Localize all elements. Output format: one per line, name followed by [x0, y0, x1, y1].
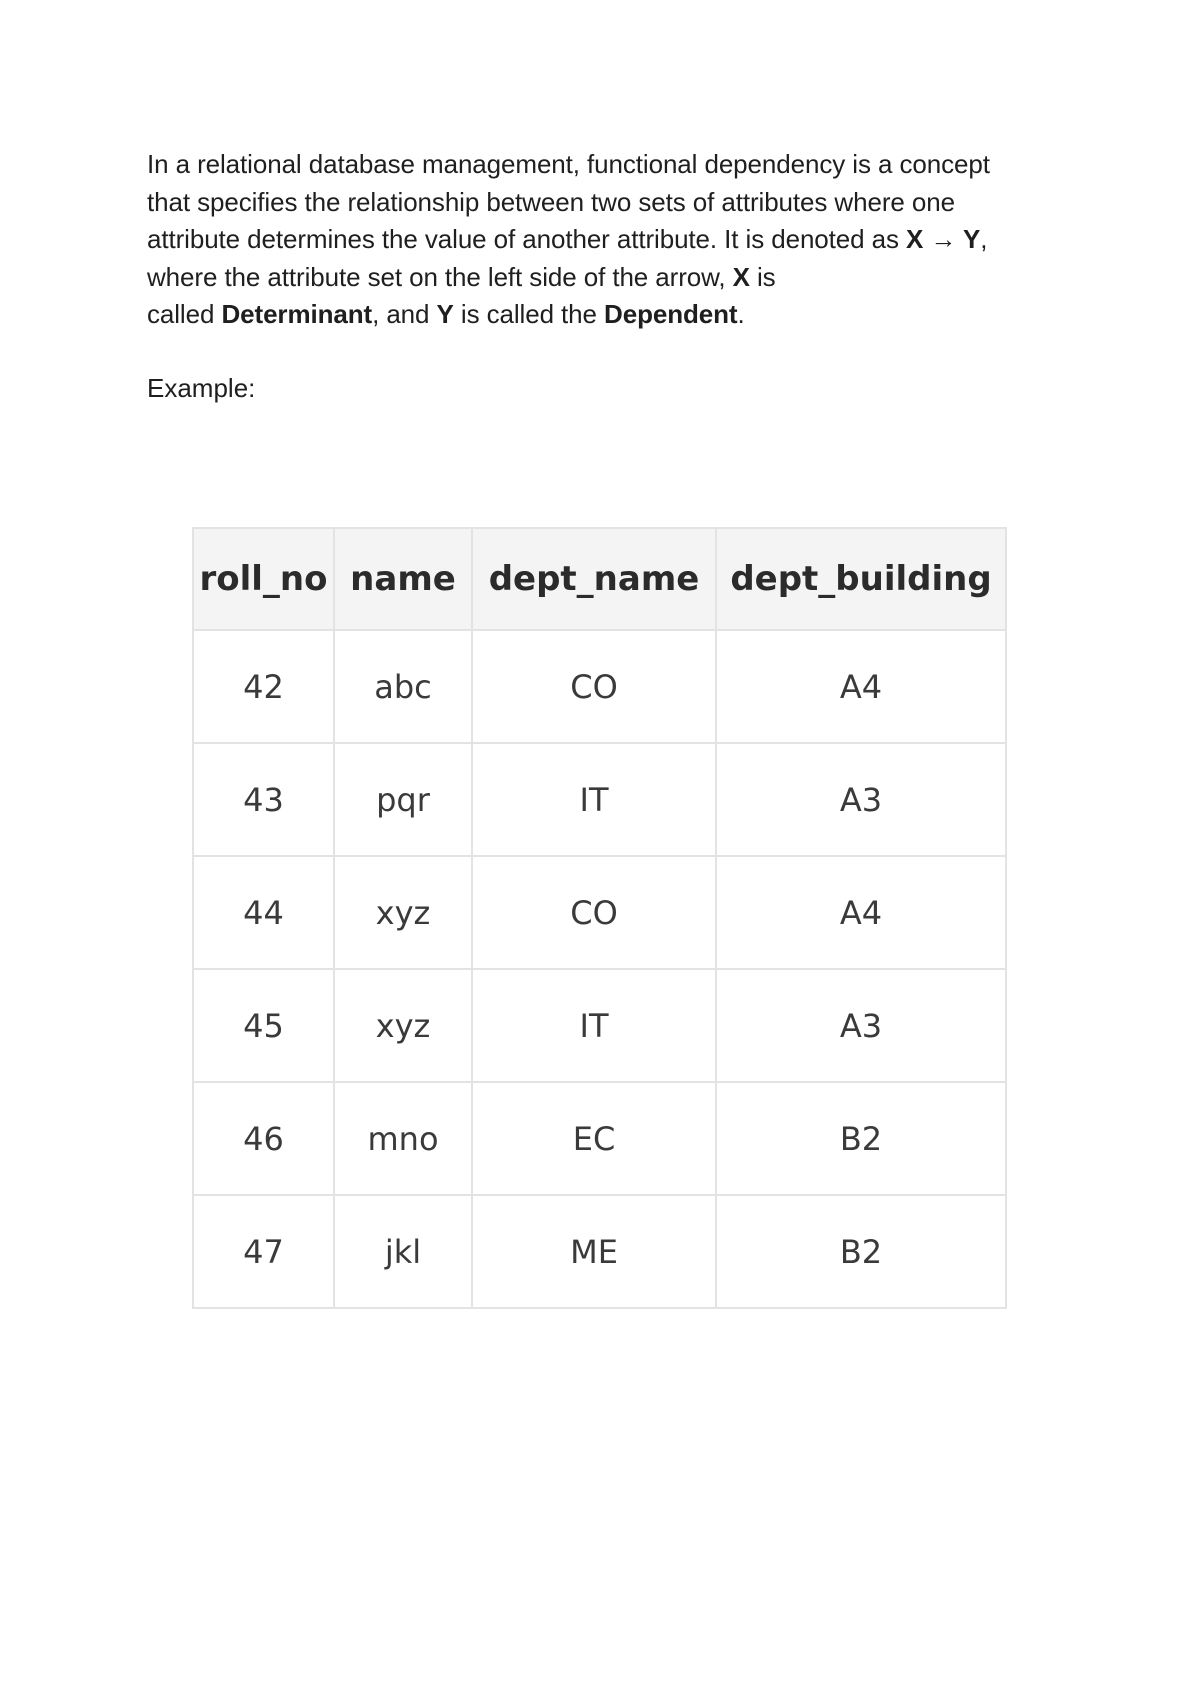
example-table — [192, 527, 1007, 1309]
paragraph-text: , — [980, 224, 988, 254]
paragraph-line — [147, 146, 1047, 184]
table-cell: A4 — [716, 856, 1006, 969]
table-cell: CO — [472, 856, 716, 969]
table-cell: 44 — [193, 856, 334, 969]
column-header-dept-building: dept_building — [716, 528, 1006, 630]
table-cell: CO — [472, 630, 716, 743]
example-table-container — [192, 527, 1007, 1309]
paragraph-text: where the attribute set on the left side of the arrow, — [147, 261, 733, 292]
table-cell: 42 — [193, 630, 334, 743]
table-cell: IT — [472, 743, 716, 856]
notation-y: Y — [436, 299, 454, 329]
paragraph-text: called — [147, 299, 222, 329]
table-cell: A3 — [716, 969, 1006, 1082]
table-cell: EC — [472, 1082, 716, 1195]
table-cell: 45 — [193, 969, 334, 1082]
notation-x-arrow-y: X → Y — [906, 224, 981, 254]
term-dependent: Dependent — [604, 299, 738, 329]
table-cell: B2 — [716, 1082, 1006, 1195]
table-row — [193, 1082, 1006, 1195]
notation-x: X — [732, 261, 750, 292]
paragraph-text: . — [737, 299, 745, 329]
table-cell: B2 — [716, 1195, 1006, 1308]
table-cell: mno — [334, 1082, 472, 1195]
example-label: Example: — [147, 373, 256, 403]
table-cell: abc — [334, 630, 472, 743]
paragraph-text: that specifies the relationship between two sets of attributes where one — [147, 186, 955, 217]
table-cell: xyz — [334, 856, 472, 969]
definition-paragraph — [147, 146, 1047, 334]
table-cell: 43 — [193, 743, 334, 856]
paragraph-text: is — [749, 261, 776, 292]
paragraph-line — [147, 221, 1047, 259]
table-row — [193, 969, 1006, 1082]
paragraph-text: , and — [372, 299, 437, 329]
table-cell: IT — [472, 969, 716, 1082]
table-cell: ME — [472, 1195, 716, 1308]
table-cell: xyz — [334, 969, 472, 1082]
table-cell: pqr — [334, 743, 472, 856]
column-header-name: name — [334, 528, 472, 630]
table-cell: A3 — [716, 743, 1006, 856]
table-cell: A4 — [716, 630, 1006, 743]
paragraph-line — [147, 296, 1047, 334]
table-row — [193, 630, 1006, 743]
paragraph-line — [147, 184, 1047, 222]
term-determinant: Determinant — [221, 299, 373, 329]
table-cell: 47 — [193, 1195, 334, 1308]
table-header-row — [193, 528, 1006, 630]
table-cell: 46 — [193, 1082, 334, 1195]
paragraph-text: In a relational database management, functional dependency is a concept — [147, 149, 990, 179]
table-row — [193, 743, 1006, 856]
paragraph-text: attribute determines the value of another attribute. It is denoted as — [147, 224, 907, 254]
table-row — [193, 1195, 1006, 1308]
table-row — [193, 856, 1006, 969]
table-cell: jkl — [334, 1195, 472, 1308]
paragraph-text: is called the — [453, 299, 605, 329]
paragraph-line — [147, 259, 1047, 297]
column-header-dept-name: dept_name — [472, 528, 716, 630]
column-header-roll-no: roll_no — [193, 528, 334, 630]
